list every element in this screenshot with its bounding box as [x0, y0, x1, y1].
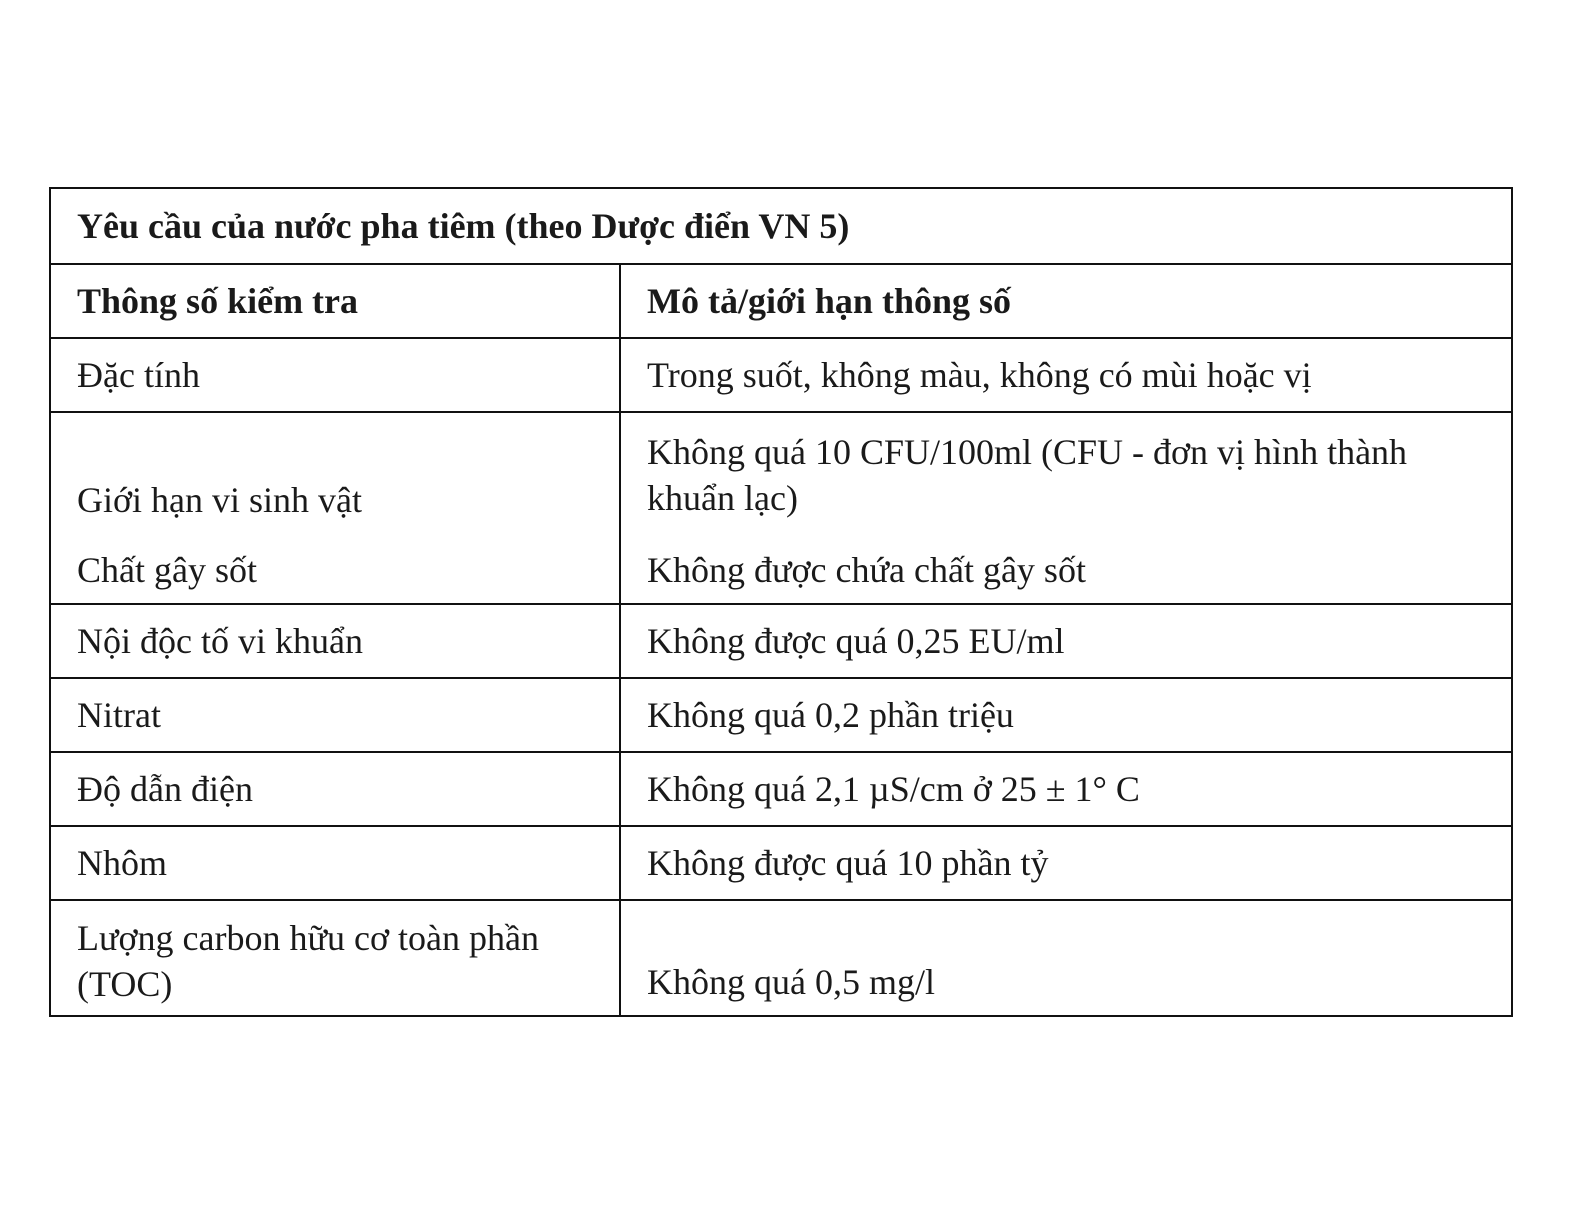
- row-desc-group: [621, 413, 1511, 603]
- table-title-row: [51, 189, 1511, 265]
- requirements-table: [49, 187, 1513, 1017]
- row-param-group: [51, 413, 621, 603]
- row-param: Độ dẫn điện: [51, 753, 621, 825]
- row-desc: Không được chứa chất gây sốt: [647, 550, 1086, 590]
- table-row: [51, 827, 1511, 901]
- row-param: Giới hạn vi sinh vật: [77, 480, 363, 520]
- table-title: Yêu cầu của nước pha tiêm (theo Dược điển VN 5): [77, 206, 850, 246]
- table-row: [51, 413, 1511, 605]
- header-description: Mô tả/giới hạn thông số: [647, 281, 1011, 321]
- row-desc: Không quá 0,5 mg/l: [647, 962, 935, 1002]
- row-desc-cell: [621, 901, 1511, 1015]
- row-desc: Trong suốt, không màu, không có mùi hoặc vị: [647, 355, 1312, 395]
- row-desc: Không quá 10 CFU/100ml (CFU - đơn vị hình thành khuẩn lạc): [647, 432, 1408, 518]
- table-row: [51, 605, 1511, 679]
- row-param: Lượng carbon hữu cơ toàn phần (TOC): [77, 918, 539, 1004]
- row-desc: Không quá 0,2 phần triệu: [647, 695, 1014, 735]
- row-param: Đặc tính: [51, 339, 621, 411]
- row-desc: Không được quá 0,25 EU/ml: [647, 621, 1065, 661]
- header-parameter: Thông số kiểm tra: [51, 265, 621, 337]
- table-row: [51, 901, 1511, 1015]
- row-desc: Không được quá 10 phần tỷ: [647, 843, 1049, 883]
- row-param: Nhôm: [51, 827, 621, 899]
- table-row: [51, 339, 1511, 413]
- table-row: [51, 753, 1511, 827]
- row-desc: Không quá 2,1 µS/cm ở 25 ± 1° C: [647, 769, 1140, 809]
- row-param: Nitrat: [51, 679, 621, 751]
- row-param: Chất gây sốt: [77, 550, 257, 590]
- row-param: Nội độc tố vi khuẩn: [51, 605, 621, 677]
- table-row: [51, 679, 1511, 753]
- row-param-cell: [51, 901, 621, 1015]
- table-header-row: [51, 265, 1511, 339]
